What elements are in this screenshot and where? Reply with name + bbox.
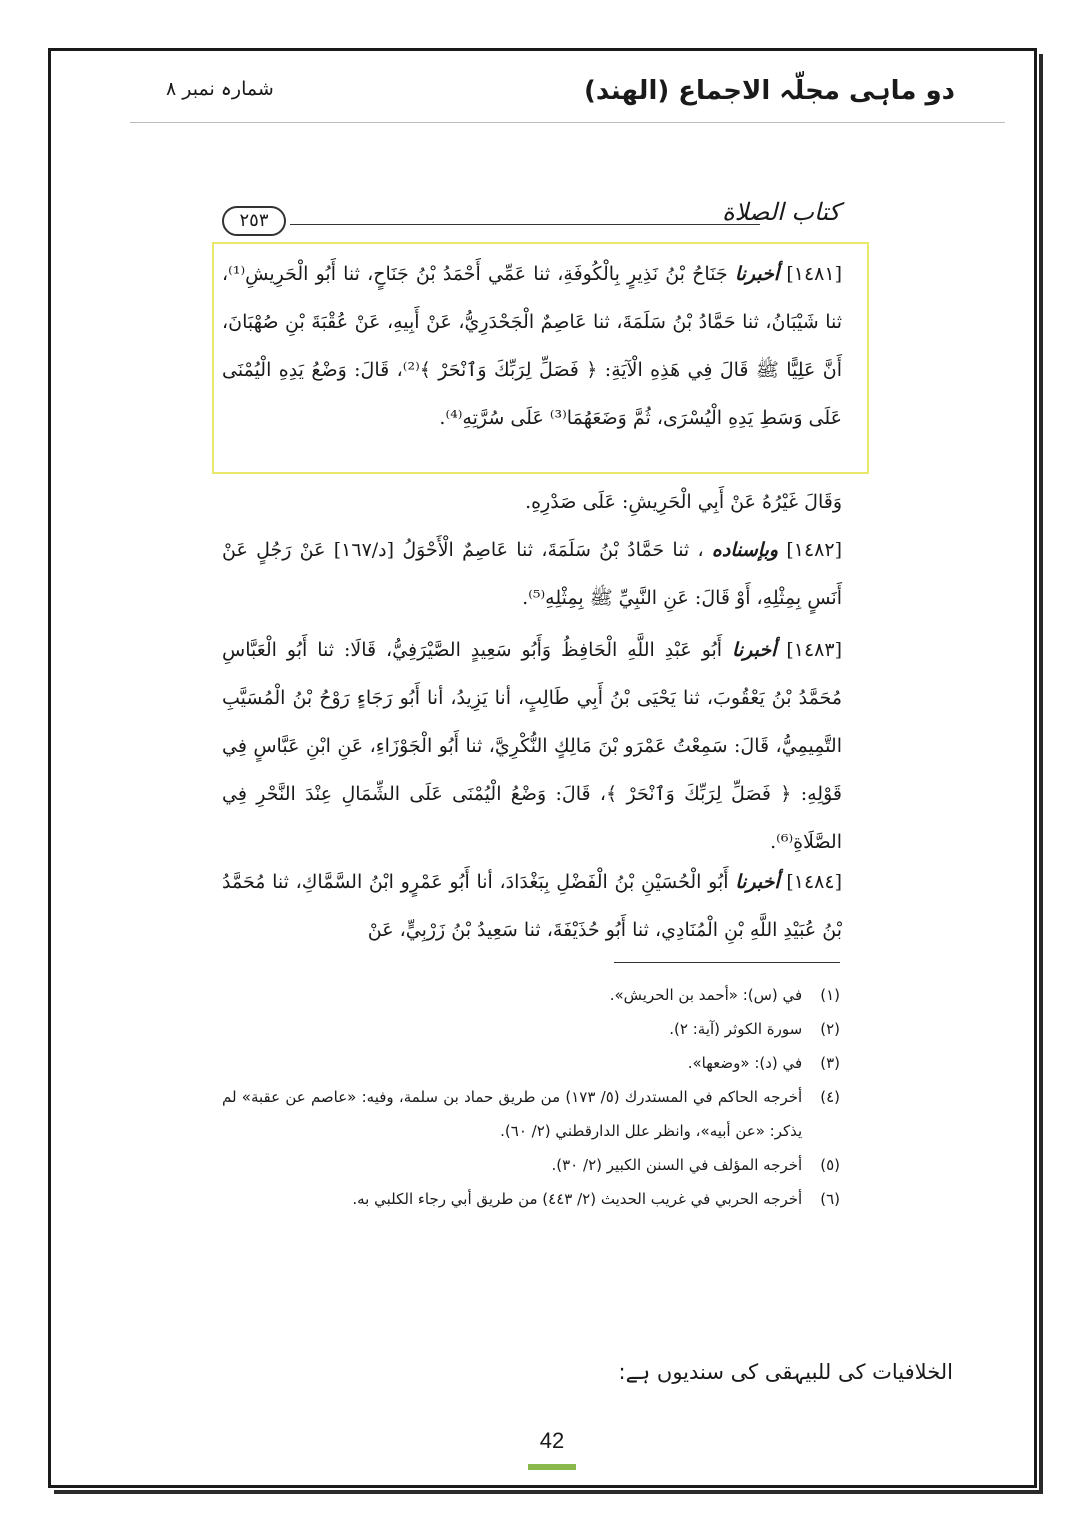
footnote-item bbox=[222, 1046, 840, 1080]
urdu-note: الخلافیات کی للبیہقی کی سندیوں ہے: bbox=[618, 1360, 953, 1384]
footnote-text: سورة الكوثر (آية: ٢). bbox=[669, 1020, 803, 1038]
hadith-text: أَبُو عَبْدِ اللَّهِ الْحَافِظُ وَأَبُو سَعِيدٍ الصَّيْرَفِيُّ، قَالَا: ثنا أَبُو الْعَبَّاسِ مُحَمَّدُ بْنُ يَعْقُوبَ، ثنا يَحْيَى بْنُ أَبِي طَالِبٍ، أنا يَزِيدُ، أنا أَبُو رَجَاءٍ رَوْحُ بْنُ الْمُسَيَّبِ التَّمِيمِيُّ، قَالَ: سَمِعْتُ عَمْرَو بْنَ مَالِكٍ النُّكْرِيَّ، ثنا أَبُو الْجَوْزَاءِ، عَنِ ابْنِ عَبَّاسٍ فِي قَوْلِهِ: ﴿ فَصَلِّ لِرَبِّكَ وَٱنْحَرْ ﴾، قَالَ: وَضْعُ الْيُمْنَى عَلَى الشِّمَالِ عِنْدَ النَّحْرِ فِي الصَّلَاةِ⁽⁶⁾. bbox=[222, 639, 842, 853]
footnote-number: (٤) bbox=[820, 1088, 840, 1106]
footnote-text: أخرجه الحاكم في المستدرك (٥/ ١٧٣) من طريق حماد بن سلمة، وفيه: «عاصم عن عقبة» لم يذكر: «عن أبيه»، وانظر علل الدارقطني (٢/ ٦٠). bbox=[222, 1088, 803, 1140]
page-number: 42 bbox=[539, 1428, 565, 1453]
footnote-item bbox=[222, 1182, 840, 1216]
hadith-1484 bbox=[222, 858, 842, 954]
hadith-number: [١٤٨٤] bbox=[786, 871, 842, 893]
hadith-text: جَنَاحُ بْنُ نَذِيرٍ بِالْكُوفَةِ، ثنا عَمِّي أَحْمَدُ بْنُ جَنَاحٍ، ثنا أَبُو الْحَرِيشِ⁽¹⁾، ثنا شَيْبَانُ، ثنا حَمَّادُ بْنُ سَلَمَةَ، ثنا عَاصِمٌ الْجَحْدَرِيُّ، عَنْ أَبِيهِ، عَنْ عُقْبَةَ بْنِ صُهْبَانَ، أَنَّ عَلِيًّا ﷺ قَالَ فِي هَذِهِ الْآيَةِ: ﴿ فَصَلِّ لِرَبِّكَ وَٱنْحَرْ ﴾⁽²⁾، قَالَ: وَضْعُ يَدِهِ الْيُمْنَى عَلَى وَسَطِ يَدِهِ الْيُسْرَى، ثُمَّ وَضَعَهُمَا⁽³⁾ عَلَى سُرَّتِهِ⁽⁴⁾. bbox=[222, 263, 843, 429]
footnote-item bbox=[222, 1148, 840, 1182]
footnote-number: (٣) bbox=[820, 1054, 840, 1072]
footnote-item bbox=[222, 1012, 840, 1046]
book-title: كتاب الصلاة bbox=[722, 198, 840, 226]
footnote-number: (٥) bbox=[820, 1156, 840, 1174]
hadith-note: وَقَالَ غَيْرُهُ عَنْ أَبِي الْحَرِيشِ: عَلَى صَدْرِهِ. bbox=[525, 491, 842, 513]
header-divider bbox=[130, 122, 1005, 123]
hadith-lead: أخبرنا bbox=[735, 871, 780, 893]
issue-number: شمارہ نمبر ۸ bbox=[166, 78, 274, 100]
hadith-1483 bbox=[222, 626, 842, 866]
hadith-lead: وبإسناده bbox=[711, 539, 779, 561]
journal-title: دو ماہی مجلّہ الاجماع (الھند) bbox=[584, 76, 955, 106]
footnotes bbox=[222, 978, 840, 1216]
footnote-divider bbox=[614, 962, 840, 963]
hadith-number: [١٤٨٢] bbox=[786, 539, 842, 561]
hadith-1482 bbox=[222, 526, 842, 622]
book-title-rule bbox=[290, 224, 760, 225]
hadith-number: [١٤٨١] bbox=[786, 263, 842, 285]
page-number-bar bbox=[528, 1464, 576, 1470]
hadith-1481 bbox=[222, 250, 842, 442]
footnote-item bbox=[222, 978, 840, 1012]
hadith-text: أَبُو الْحُسَيْنِ بْنُ الْفَضْلِ بِبَغْدَادَ، أنا أَبُو عَمْرٍو ابْنُ السَّمَّاكِ، ثنا مُحَمَّدُ بْنُ عُبَيْدِ اللَّهِ بْنِ الْمُنَادِي، ثنا أَبُو حُذَيْفَةَ، ثنا سَعِيدُ بْنُ زَرْبِيٍّ، عَنْ bbox=[222, 871, 842, 941]
footnote-text: أخرجه المؤلف في السنن الكبير (٢/ ٣٠). bbox=[551, 1156, 803, 1174]
hadith-1481-note bbox=[222, 478, 842, 526]
footnote-number: (١) bbox=[820, 986, 840, 1004]
hadith-number: [١٤٨٣] bbox=[786, 639, 842, 661]
footnote-item bbox=[222, 1080, 840, 1148]
footnote-text: أخرجه الحربي في غريب الحديث (٢/ ٤٤٣) من طريق أبي رجاء الكلبي به. bbox=[352, 1190, 803, 1208]
footnote-text: في (د): «وضعها». bbox=[687, 1054, 803, 1072]
hadith-lead: أخبرنا bbox=[734, 263, 780, 285]
hadith-text: ، ثنا حَمَّادُ بْنُ سَلَمَةَ، ثنا عَاصِمٌ الْأَحْوَلُ [د/١٦٧] عَنْ رَجُلٍ عَنْ أَنَسٍ بِمِثْلِهِ، أَوْ قَالَ: عَنِ النَّبِيِّ ﷺ بِمِثْلِهِ⁽⁵⁾. bbox=[222, 539, 842, 609]
footnote-text: في (س): «أحمد بن الحريش». bbox=[609, 986, 803, 1004]
book-page-badge: ٢٥٣ bbox=[222, 206, 286, 236]
footnote-number: (٦) bbox=[820, 1190, 840, 1208]
footnote-number: (٢) bbox=[820, 1020, 840, 1038]
hadith-lead: أخبرنا bbox=[732, 639, 777, 661]
